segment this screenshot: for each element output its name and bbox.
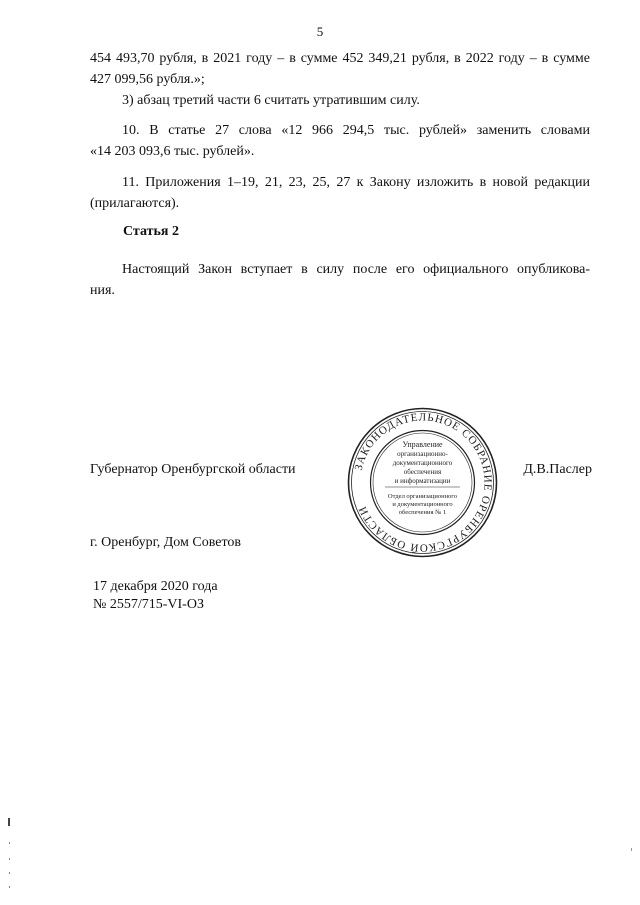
governor-title: Губернатор Оренбургской области [90,462,296,477]
seal-bottom-line: Отдел организационного [387,493,458,500]
margin-scan-dot [9,858,10,860]
amendment-line: 10. В статье 27 слова «12 966 294,5 тыс. рублей» заменить словами [122,123,590,138]
margin-scan-dot [631,848,632,851]
amendment-line: 11. Приложения 1–19, 21, 23, 25, 27 к Закону изложить в новой редакции [122,175,590,190]
law-number: № 2557/715-VI-ОЗ [93,597,204,612]
seal-inner-line: организационно- [397,450,448,458]
margin-scan-dot [9,886,10,888]
seal-inner-line: обеспечения [403,468,442,476]
margin-scan-dot [9,872,10,874]
article-line: Настоящий Закон вступает в силу после его официального опубликова- [122,262,590,277]
official-seal [345,405,500,560]
seal-inner-line: документационного [392,459,453,467]
seal-ring-text: ЗАКОНОДАТЕЛЬНОЕ СОБРАНИЕ ОРЕНБУРГСКОЙ ОБЛАСТИ [352,411,494,554]
signing-place: г. Оренбург, Дом Советов [90,535,241,550]
article-body [90,259,590,301]
amendment-paragraph [90,120,590,162]
seal-bottom-line: обеспечения № 1 [398,509,447,516]
seal-inner-line: и информатизации [394,477,451,485]
page-number: 5 [316,24,324,39]
law-date: 17 декабря 2020 года [93,579,218,594]
article-title: Статья 2 [123,224,179,239]
margin-scan-mark [8,818,10,826]
amendment-item: 3) абзац третий части 6 считать утратившим силу. [122,93,420,108]
governor-name: Д.В.Паслер [523,462,592,477]
amendment-line: (прилагаются). [90,196,180,211]
amendment-line: 454 493,70 рубля, в 2021 году – в сумме 452 349,21 рубля, в 2022 году – в сумме [90,51,590,66]
amendment-paragraph [90,48,590,111]
margin-scan-dot [9,842,10,844]
official-seal-graphic [345,405,500,560]
seal-inner-line: Управление [402,440,443,449]
amendment-paragraph [90,172,590,214]
article-line: ния. [90,283,115,298]
amendment-line: «14 203 093,6 тыс. рублей». [90,144,255,159]
law-date-number [93,578,218,614]
amendment-line: 427 099,56 рубля.»; [90,72,205,87]
seal-bottom-line: и документационного [392,501,453,508]
